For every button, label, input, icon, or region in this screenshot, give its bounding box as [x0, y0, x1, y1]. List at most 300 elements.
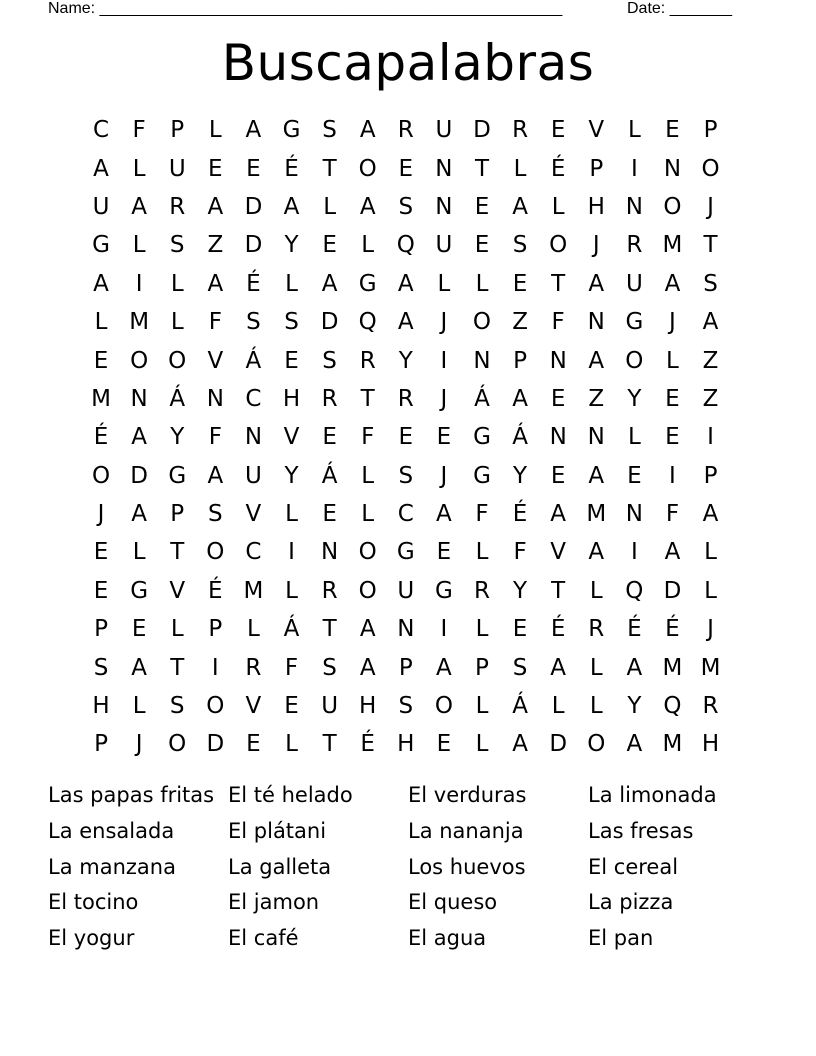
grid-letter: É — [627, 616, 642, 643]
word-list-item: El agua — [408, 926, 487, 951]
grid-letter: L — [475, 616, 489, 643]
grid-row — [82, 226, 730, 264]
grid-letter: O — [168, 731, 187, 758]
grid-letter: L — [285, 501, 298, 528]
grid-letter: O — [168, 347, 187, 374]
grid-letter: A — [321, 270, 338, 297]
grid-letter: R — [397, 117, 414, 144]
grid-letter: F — [665, 501, 680, 528]
grid-letter: A — [131, 424, 147, 451]
grid-letter: Z — [702, 385, 719, 412]
grid-letter: S — [322, 117, 337, 144]
grid-letter: T — [360, 385, 375, 412]
grid-letter: L — [589, 693, 603, 720]
grid-letter: J — [440, 385, 448, 412]
grid-letter: Á — [512, 693, 528, 720]
grid-letter: V — [207, 347, 224, 374]
grid-letter: N — [625, 193, 643, 220]
grid-letter: A — [550, 501, 567, 528]
grid-letter: A — [550, 654, 567, 681]
grid-letter: E — [131, 616, 147, 643]
word-list — [48, 778, 768, 957]
grid-letter: E — [93, 539, 109, 566]
grid-letter: Á — [283, 616, 300, 643]
grid-letter: P — [398, 654, 413, 681]
grid-letter: T — [170, 539, 185, 566]
word-list-item: El pan — [588, 926, 654, 951]
grid-letter: S — [93, 654, 109, 681]
grid-letter: P — [94, 616, 108, 643]
grid-letter: E — [322, 424, 337, 451]
grid-letter: G — [473, 424, 491, 451]
grid-letter: N — [663, 155, 682, 182]
grid-letter: E — [322, 501, 337, 528]
grid-letter: F — [551, 309, 565, 336]
grid-row — [82, 111, 730, 149]
grid-letter: G — [396, 539, 415, 566]
grid-letter: A — [245, 117, 262, 144]
grid-row — [82, 687, 730, 725]
grid-letter: E — [284, 347, 299, 374]
grid-letter: E — [436, 424, 452, 451]
grid-letter: J — [440, 309, 448, 336]
grid-letter: G — [168, 462, 187, 489]
grid-letter: G — [92, 232, 110, 259]
grid-letter: H — [587, 193, 605, 220]
grid-letter: L — [704, 577, 717, 604]
grid-letter: D — [663, 577, 682, 604]
grid-letter: A — [207, 193, 224, 220]
grid-letter: G — [130, 577, 149, 604]
grid-letter: E — [93, 577, 109, 604]
grid-letter: L — [475, 693, 489, 720]
grid-letter: E — [512, 270, 528, 297]
grid-letter: A — [359, 117, 376, 144]
grid-letter: Y — [627, 693, 642, 720]
word-list-item: La nananja — [408, 818, 524, 843]
grid-letter: N — [397, 616, 415, 643]
grid-row — [82, 495, 730, 533]
grid-letter: M — [243, 577, 264, 604]
grid-letter: R — [588, 616, 605, 643]
word-list-item: El plátani — [228, 818, 327, 843]
grid-letter: A — [397, 309, 414, 336]
grid-letter: R — [321, 577, 338, 604]
grid-letter: E — [665, 385, 680, 412]
grid-letter: Á — [512, 424, 528, 451]
grid-letter: A — [359, 654, 376, 681]
grid-row — [82, 648, 730, 686]
grid-letter: F — [284, 654, 299, 681]
grid-letter: U — [92, 193, 110, 220]
grid-letter: L — [437, 270, 451, 297]
grid-letter: O — [587, 731, 606, 758]
grid-letter: P — [475, 654, 489, 681]
grid-letter: T — [551, 577, 566, 604]
grid-letter: T — [322, 616, 337, 643]
grid-letter: L — [551, 193, 565, 220]
grid-letter: R — [397, 385, 414, 412]
grid-row — [82, 418, 730, 456]
grid-letter: A — [512, 385, 528, 412]
grid-letter: Q — [396, 232, 415, 259]
grid-letter: C — [93, 117, 110, 144]
grid-letter: J — [97, 501, 105, 528]
grid-letter: S — [169, 232, 185, 259]
grid-letter: I — [288, 539, 295, 566]
grid-letter: A — [207, 270, 224, 297]
grid-letter: A — [131, 501, 147, 528]
grid-letter: Y — [284, 462, 299, 489]
grid-letter: R — [512, 117, 529, 144]
grid-letter: O — [625, 347, 644, 374]
grid-letter: G — [358, 270, 377, 297]
grid-row — [82, 303, 730, 341]
grid-letter: É — [208, 577, 223, 604]
word-list-item: La pizza — [588, 890, 674, 915]
grid-letter: L — [361, 501, 375, 528]
grid-letter: E — [665, 424, 680, 451]
grid-letter: U — [625, 270, 643, 297]
grid-letter: L — [361, 462, 375, 489]
grid-letter: A — [207, 462, 224, 489]
grid-row — [82, 457, 730, 495]
grid-letter: Y — [284, 232, 299, 259]
grid-letter: É — [93, 424, 109, 451]
word-list-item: La galleta — [228, 854, 332, 879]
grid-letter: O — [206, 539, 225, 566]
grid-letter: I — [211, 654, 219, 681]
grid-letter: O — [434, 693, 453, 720]
word-list-item: El yogur — [48, 926, 135, 951]
grid-row — [82, 610, 730, 648]
letter-grid — [82, 111, 730, 764]
grid-letter: I — [707, 424, 714, 451]
name-field: Name: ____________________________________________________ — [48, 0, 563, 17]
grid-letter: E — [512, 616, 528, 643]
grid-letter: E — [436, 539, 452, 566]
grid-letter: V — [588, 117, 605, 144]
grid-letter: S — [398, 693, 414, 720]
grid-letter: L — [132, 539, 146, 566]
word-list-item: El café — [228, 926, 299, 951]
grid-letter: L — [666, 347, 679, 374]
grid-letter: J — [707, 193, 714, 220]
grid-letter: L — [247, 616, 260, 643]
grid-letter: S — [322, 347, 337, 374]
grid-letter: U — [321, 693, 339, 720]
grid-letter: P — [94, 731, 108, 758]
grid-letter: A — [588, 347, 605, 374]
grid-letter: A — [702, 501, 719, 528]
page-title: Buscapalabras — [221, 34, 595, 92]
grid-letter: V — [245, 501, 262, 528]
grid-letter: E — [246, 731, 261, 758]
grid-letter: M — [700, 654, 721, 681]
grid-letter: S — [703, 270, 718, 297]
grid-letter: Á — [169, 385, 186, 412]
grid-letter: A — [664, 539, 681, 566]
grid-letter: A — [359, 193, 376, 220]
grid-letter: A — [664, 270, 681, 297]
grid-letter: J — [440, 462, 448, 489]
grid-letter: D — [244, 193, 263, 220]
grid-letter: Y — [513, 462, 528, 489]
grid-letter: L — [589, 654, 603, 681]
grid-letter: V — [550, 539, 567, 566]
grid-letter: T — [322, 731, 337, 758]
grid-letter: M — [662, 731, 683, 758]
grid-letter: T — [703, 232, 718, 259]
grid-letter: O — [358, 577, 377, 604]
grid-letter: U — [397, 577, 415, 604]
word-list-item: La limonada — [588, 783, 717, 807]
grid-letter: A — [359, 616, 376, 643]
grid-letter: P — [703, 117, 718, 144]
grid-letter: P — [703, 462, 718, 489]
word-list-item: Las papas fritas — [48, 783, 215, 807]
grid-letter: N — [435, 155, 453, 182]
grid-letter: E — [550, 385, 566, 412]
grid-letter: É — [665, 616, 680, 643]
grid-letter: E — [208, 155, 223, 182]
grid-letter: É — [246, 270, 261, 297]
word-list-item: El queso — [408, 890, 498, 915]
grid-letter: P — [589, 155, 604, 182]
grid-letter: P — [170, 501, 185, 528]
worksheet-header — [48, 0, 748, 20]
grid-letter: O — [91, 462, 111, 489]
grid-letter: G — [434, 577, 453, 604]
grid-letter: L — [513, 155, 527, 182]
grid-letter: A — [588, 462, 605, 489]
grid-letter: L — [589, 577, 603, 604]
grid-letter: G — [473, 462, 491, 489]
grid-letter: A — [702, 309, 719, 336]
word-list-item: Las fresas — [588, 818, 694, 843]
grid-letter: Y — [513, 577, 528, 604]
grid-letter: S — [322, 654, 337, 681]
grid-row — [82, 188, 730, 226]
grid-letter: D — [473, 117, 491, 144]
grid-letter: F — [513, 539, 527, 566]
grid-letter: O — [358, 155, 377, 182]
grid-letter: A — [397, 270, 414, 297]
grid-letter: E — [474, 193, 490, 220]
grid-letter: Á — [245, 347, 262, 374]
grid-letter: A — [626, 654, 643, 681]
grid-letter: L — [132, 232, 146, 259]
grid-letter: L — [132, 155, 146, 182]
grid-letter: H — [92, 693, 110, 720]
grid-letter: R — [626, 232, 643, 259]
grid-letter: I — [135, 270, 143, 297]
grid-letter: É — [284, 155, 299, 182]
grid-letter: N — [206, 385, 224, 412]
grid-letter: L — [285, 270, 298, 297]
grid-letter: L — [627, 424, 641, 451]
word-list-item: El jamon — [228, 890, 320, 915]
grid-letter: L — [361, 232, 375, 259]
grid-letter: E — [398, 155, 414, 182]
grid-letter: E — [398, 424, 414, 451]
grid-letter: J — [135, 731, 143, 758]
grid-letter: P — [208, 616, 223, 643]
grid-letter: N — [587, 309, 605, 336]
grid-letter: H — [701, 731, 720, 758]
grid-row — [82, 341, 730, 379]
grid-letter: P — [170, 117, 185, 144]
grid-letter: S — [284, 309, 299, 336]
grid-letter: E — [665, 117, 680, 144]
grid-letter: L — [475, 270, 489, 297]
grid-letter: M — [662, 654, 683, 681]
grid-letter: Y — [170, 424, 185, 451]
grid-letter: O — [701, 155, 720, 182]
grid-letter: N — [435, 193, 453, 220]
grid-letter: C — [397, 501, 414, 528]
grid-letter: I — [630, 155, 638, 182]
grid-row — [82, 725, 730, 763]
grid-letter: I — [669, 462, 676, 489]
word-list-item: La ensalada — [48, 818, 175, 843]
grid-letter: S — [512, 232, 528, 259]
grid-row — [82, 533, 730, 571]
grid-row — [82, 380, 730, 418]
grid-letter: E — [550, 462, 566, 489]
grid-letter: J — [592, 232, 600, 259]
grid-letter: É — [360, 731, 375, 758]
grid-letter: E — [436, 731, 452, 758]
grid-letter: E — [284, 693, 299, 720]
grid-letter: É — [512, 501, 528, 528]
grid-letter: G — [282, 117, 301, 144]
grid-letter: L — [94, 309, 108, 336]
grid-letter: O — [549, 232, 568, 259]
grid-letter: U — [435, 232, 453, 259]
grid-letter: S — [208, 501, 223, 528]
grid-letter: E — [322, 232, 337, 259]
grid-letter: L — [208, 117, 222, 144]
word-list-item: Los huevos — [408, 854, 526, 879]
grid-letter: A — [436, 501, 452, 528]
grid-letter: A — [93, 270, 109, 297]
grid-letter: R — [702, 693, 719, 720]
grid-row — [82, 572, 730, 610]
grid-letter: A — [131, 654, 147, 681]
word-list-item: El té helado — [228, 783, 353, 807]
grid-letter: R — [169, 193, 186, 220]
grid-letter: F — [132, 117, 146, 144]
grid-letter: Q — [625, 577, 644, 604]
grid-letter: E — [474, 232, 490, 259]
grid-letter: T — [551, 270, 566, 297]
grid-letter: L — [323, 193, 337, 220]
grid-letter: D — [244, 232, 263, 259]
grid-letter: M — [129, 309, 150, 336]
word-list-item: El verduras — [408, 783, 527, 807]
grid-letter: Y — [398, 347, 413, 374]
grid-letter: T — [322, 155, 337, 182]
grid-letter: É — [550, 155, 566, 182]
grid-letter: N — [130, 385, 148, 412]
grid-letter: L — [170, 270, 184, 297]
grid-letter: P — [513, 347, 528, 374]
grid-letter: M — [662, 232, 683, 259]
word-list-item: La manzana — [48, 854, 176, 879]
grid-letter: L — [285, 731, 298, 758]
grid-letter: A — [93, 155, 109, 182]
grid-letter: F — [475, 501, 489, 528]
grid-letter: M — [586, 501, 607, 528]
grid-letter: T — [170, 654, 185, 681]
grid-letter: Q — [663, 693, 682, 720]
grid-letter: N — [321, 539, 339, 566]
grid-letter: O — [130, 347, 149, 374]
grid-letter: Y — [627, 385, 642, 412]
grid-letter: M — [91, 385, 111, 412]
grid-letter: H — [359, 693, 377, 720]
grid-letter: U — [435, 117, 453, 144]
grid-letter: Á — [321, 462, 338, 489]
grid-letter: Á — [474, 385, 490, 412]
grid-letter: A — [436, 654, 452, 681]
grid-letter: C — [245, 385, 262, 412]
grid-letter: O — [472, 309, 492, 336]
grid-letter: O — [663, 193, 682, 220]
grid-letter: O — [358, 539, 377, 566]
grid-letter: D — [320, 309, 339, 336]
grid-letter: A — [626, 731, 643, 758]
grid-letter: A — [131, 193, 147, 220]
grid-letter: H — [282, 385, 301, 412]
grid-letter: R — [321, 385, 338, 412]
grid-letter: R — [245, 654, 262, 681]
grid-letter: L — [475, 539, 489, 566]
grid-letter: É — [550, 616, 566, 643]
grid-letter: Z — [588, 385, 605, 412]
grid-letter: A — [512, 731, 528, 758]
grid-letter: V — [245, 693, 262, 720]
grid-letter: N — [549, 424, 567, 451]
grid-letter: L — [627, 117, 641, 144]
grid-letter: A — [283, 193, 300, 220]
grid-letter: H — [397, 731, 415, 758]
grid-letter: F — [208, 309, 222, 336]
grid-letter: N — [473, 347, 491, 374]
grid-letter: U — [168, 155, 186, 182]
grid-letter: S — [246, 309, 261, 336]
date-field: Date: _______ — [627, 0, 732, 17]
grid-letter: E — [550, 117, 566, 144]
grid-row — [82, 149, 730, 187]
grid-letter: N — [587, 424, 605, 451]
grid-letter: L — [170, 616, 184, 643]
grid-letter: E — [93, 347, 109, 374]
grid-letter: A — [588, 539, 605, 566]
grid-letter: S — [398, 193, 414, 220]
grid-letter: L — [132, 693, 146, 720]
grid-letter: I — [440, 347, 448, 374]
grid-letter: N — [244, 424, 263, 451]
grid-letter: D — [206, 731, 225, 758]
grid-letter: I — [440, 616, 448, 643]
grid-letter: V — [283, 424, 300, 451]
grid-letter: R — [473, 577, 490, 604]
grid-letter: N — [625, 501, 643, 528]
word-list-item: El tocino — [48, 890, 139, 915]
grid-letter: G — [625, 309, 644, 336]
